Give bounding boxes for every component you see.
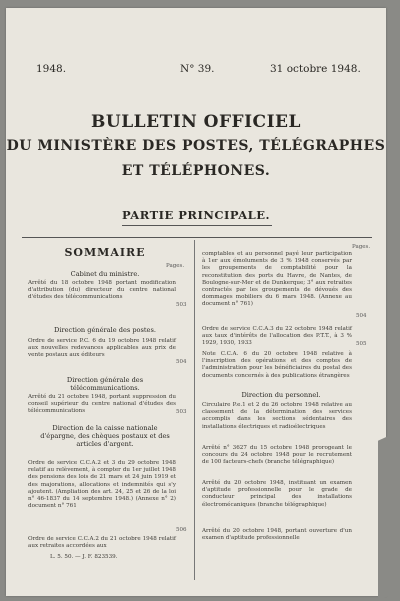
entry-page: 506 — [176, 527, 187, 533]
right-entry: Arrêté du 20 octobre 1948, portant ouverture d'un examen d'aptitude professionnelle — [202, 528, 352, 542]
header-number: N° 39. — [180, 63, 215, 75]
title-line2: DU MINISTÈRE DES POSTES, TÉLÉGRAPHES — [6, 138, 386, 154]
part-title: PARTIE PRINCIPALE. — [121, 208, 270, 222]
right-entry: Arrêté du 20 octobre 1948, instituant un examen d'aptitude professionnelle pour le grade de conducteur principal des installations électromécaniques (branche télégraphique) — [202, 480, 352, 508]
sommaire-entry: Ordre de service P.C. 6 du 19 octobre 1948 relatif aux nouvelles redevances applicables aux prix de vente postaux aux éditeurs — [28, 338, 176, 359]
header-date: 31 octobre 1948. — [270, 63, 361, 75]
part-underline — [122, 225, 272, 226]
sommaire-heading: SOMMAIRE — [64, 246, 146, 259]
section-heading: Direction générale des télécommunications. — [66, 376, 144, 392]
entry-page: 503 — [176, 409, 187, 415]
title-line3: ET TÉLÉPHONES. — [121, 163, 271, 179]
section-heading: Cabinet du ministre. — [70, 270, 140, 278]
header-year: 1948. — [36, 63, 67, 75]
entry-page: 504 — [356, 313, 367, 319]
bulletin-page — [6, 8, 386, 596]
right-entry: Note C.C.A. 6 du 20 octobre 1948 relative à l'inscription des opérations et des comptes de l'administration pour les bénéficiaires du postal des documents concernés à des publications étrangères — [202, 351, 352, 379]
sommaire-entry: Arrêté du 21 octobre 1948, portant suppression du conseil supérieur du centre national d'études des télécommunications — [28, 394, 176, 415]
column-divider — [194, 240, 195, 580]
sommaire-entry: Ordre de service C.C.A.2 du 21 octobre 1948 relatif aux retraites accordées aux — [28, 536, 176, 550]
right-entry: comptables et au personnel payé leur participation à 1er aux émoluments de 3 % 1948 conservés par les groupements de comptabilité pour la reconstitution des ports du Havre, de Nantes, de Boulogne-sur-Mer et de Dunkerque; 3° aux retraites contractés par les groupements de dévoués des dommages mobiliers du 6 mars 1948. (Annexe au document n° 761) — [202, 251, 352, 308]
pages-label-right: Pages. — [352, 244, 371, 250]
section-heading: Direction de la caisse nationale d'épargne, des chèques postaux et des articles d'argent. — [40, 424, 170, 448]
pages-label-left: Pages. — [166, 263, 185, 269]
right-entry: Ordre de service C.C.A.3 du 22 octobre 1948 relatif aux taux d'intérêts de l'allocation des P.T.T., à 3 % 1929, 1930, 1933 — [202, 326, 352, 347]
title-line1: BULLETIN OFFICIEL — [91, 112, 301, 132]
top-divider — [22, 237, 372, 238]
entry-page: 504 — [176, 359, 187, 365]
section-heading: Direction du personnel. — [241, 391, 321, 399]
printer-line: L. 5. 50. — J. F. 823539. — [50, 554, 118, 560]
right-entry: Circulaire P.e.1 et 2 du 26 octobre 1948 relative au classement de la détermination des services accomplis dans les sections sédentaires des installations électriques et radioélectriques — [202, 402, 352, 430]
right-entry: Arrêté n° 3627 du 15 octobre 1948 prorogeant le concours du 24 octobre 1948 pour le recrutement de 100 facteurs-chefs (branche télégraphique) — [202, 445, 352, 466]
sommaire-entry: Arrêté du 18 octobre 1948 portant modification d'attribution (du) directeur du centre national d'études des télécommunications — [28, 280, 176, 301]
section-heading: Direction générale des postes. — [54, 326, 156, 334]
entry-page: 503 — [176, 302, 187, 308]
entry-page: 505 — [356, 341, 367, 347]
sommaire-entry: Ordre de service C.C.A.2 et 3 du 29 octobre 1948 relatif au relèvement, à compter du 1er juillet 1948 des pensions des lois de 21 mars et 24 juin 1919 et des majorations, allocations et indemnités qui s'y ajoutent. (Ampliation des art. 24, 25 et 26 de la loi n° 46-1837 du 14 septembre 1948.) (Annexe n° 2) document n° 761 — [28, 460, 176, 510]
